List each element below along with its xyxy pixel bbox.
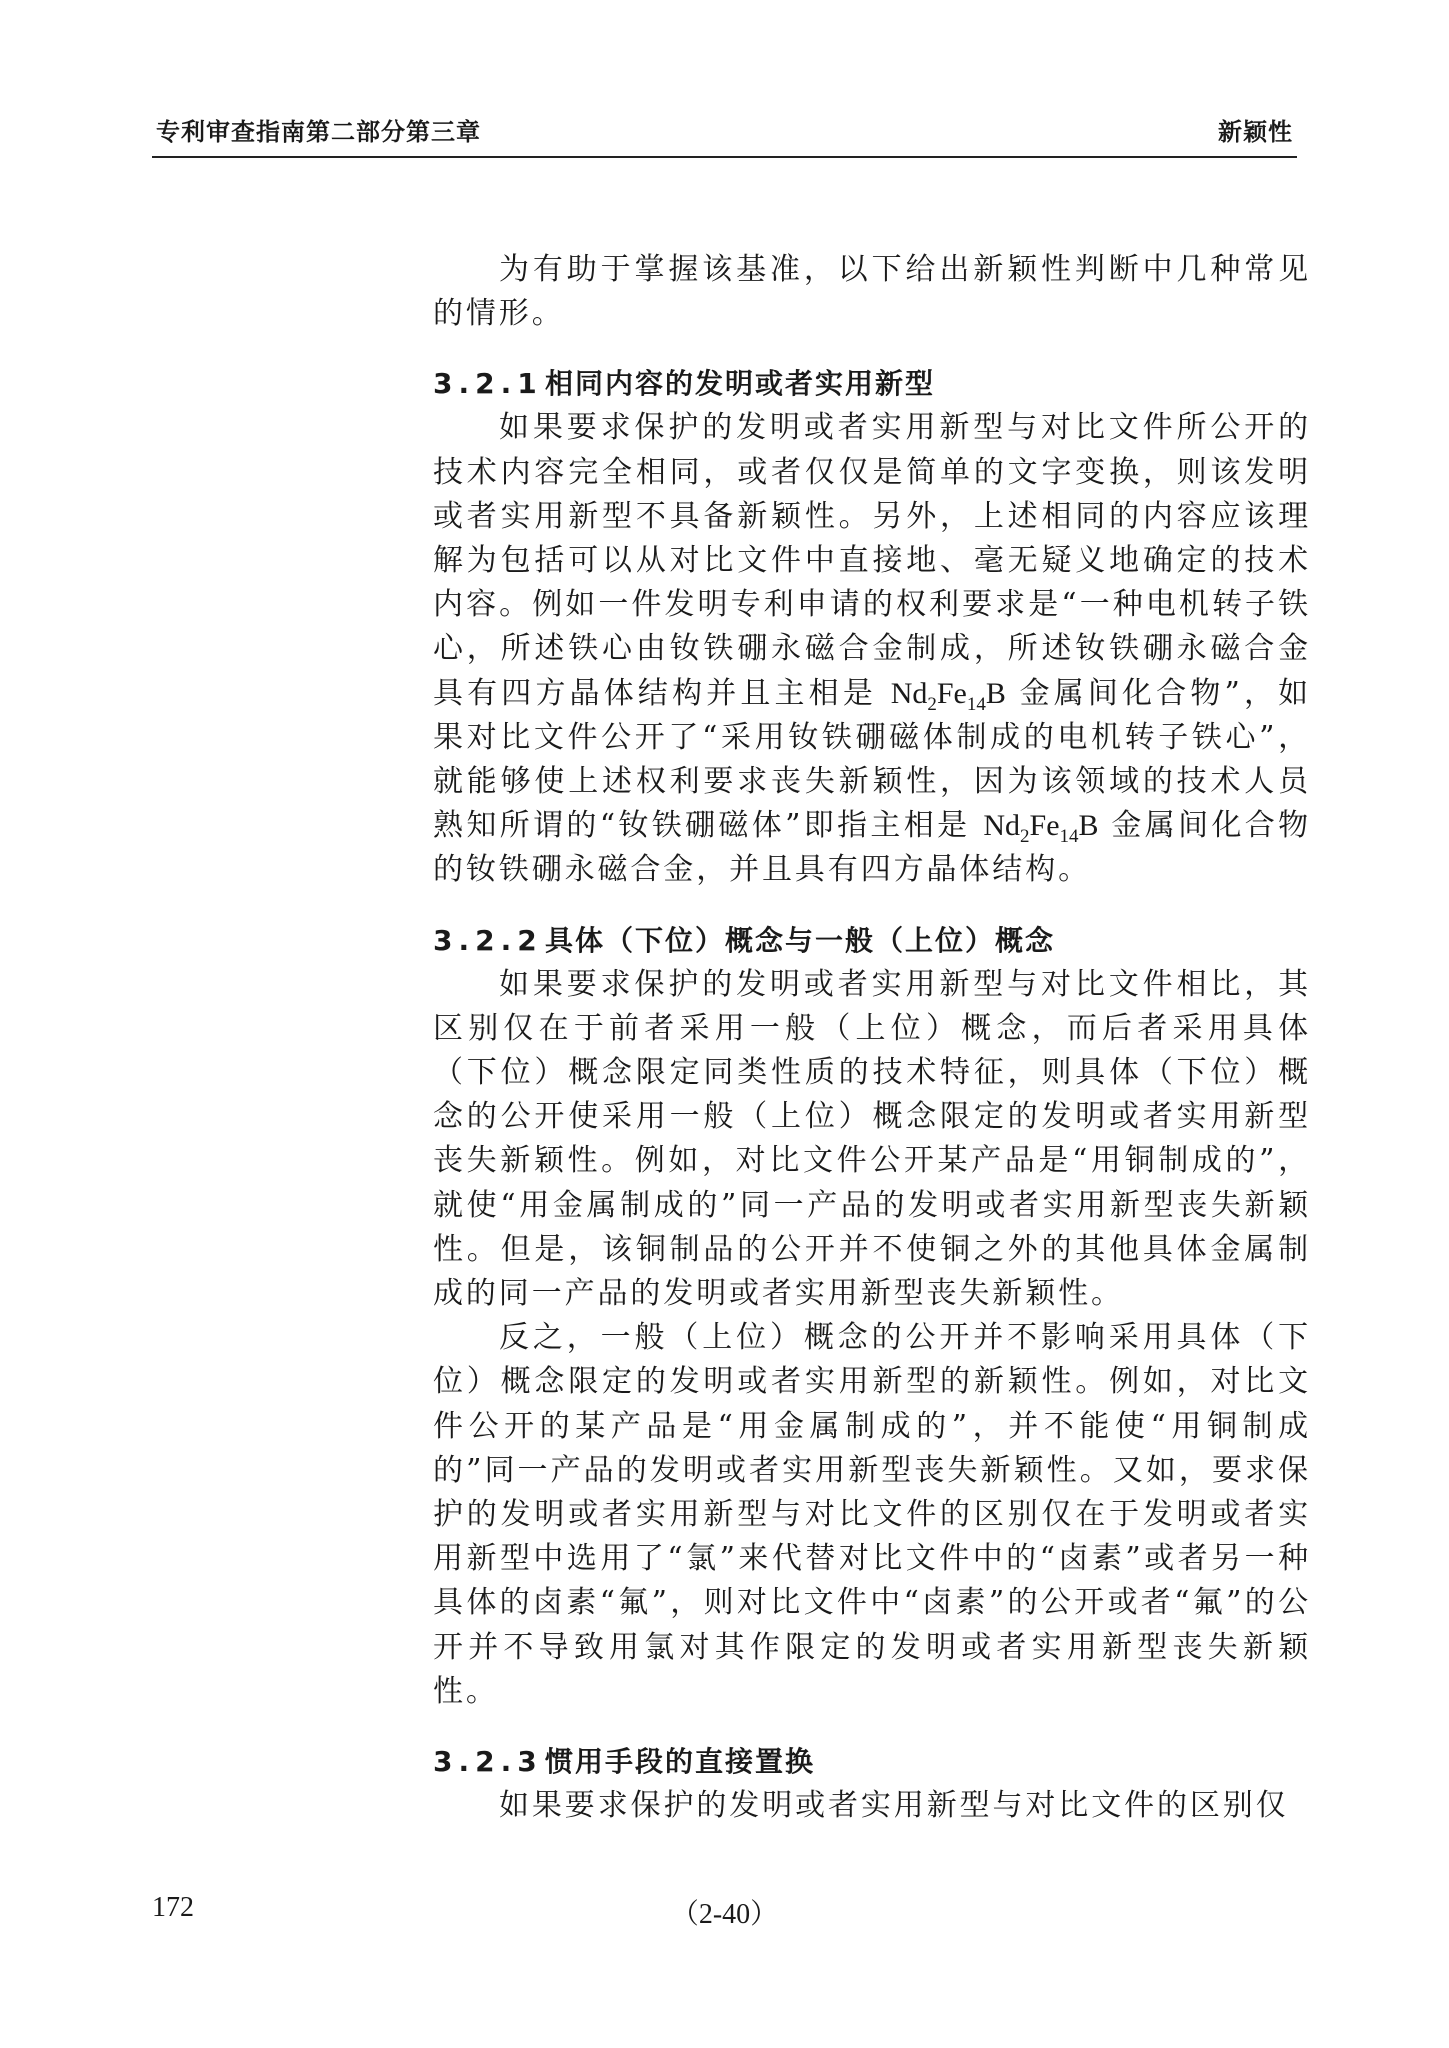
section-3-2-2-paragraph-1: 如果要求保护的发明或者实用新型与对比文件相比，其区别仅在于前者采用一般（上位）概念，而后者采用具体（下位）概念限定同类性质的技术特征，则具体（下位）概念的公开使采用一般（上位）概念限定的发明或者实用新型丧失新颖性。例如，对比文件公开某产品是“用铜制成的”，就使“用金属制成的”同一产品的发明或者实用新型丧失新颖性。但是，该铜制品的公开并不使铜之外的其他具体金属制成的同一产品的发明或者实用新型丧失新颖性。 [433, 966, 1311, 1312]
header-chapter-title: 专利审查指南第二部分第三章 [156, 118, 481, 146]
section-title: 惯用手段的直接置换 [545, 1745, 816, 1779]
header-topic: 新颖性 [1218, 118, 1293, 146]
section-number: 3.2.3 [433, 1745, 543, 1779]
paragraph-text: 金属间化合物的钕铁硼永磁合金，并且具有四方晶体结构。 [433, 808, 1312, 888]
section-title: 相同内容的发明或者实用新型 [545, 367, 936, 401]
page-body [433, 248, 1311, 1828]
section-3-2-2-paragraph-2: 反之，一般（上位）概念的公开并不影响采用具体（下位）概念限定的发明或者实用新型的新颖性。例如，对比文件公开的某产品是“用金属制成的”，并不能使“用铜制成的”同一产品的发明或者实用新型丧失新颖性。又如，要求保护的发明或者实用新型与对比文件的区别仅在于发明或者实用新型中选用了“氯”来代替对比文件中的“卤素”或者另一种具体的卤素“氟”，则对比文件中“卤素”的公开或者“氟”的公开并不导致用氯对其作限定的发明或者实用新型丧失新颖性。 [433, 1320, 1311, 1709]
section-page-number: （2-40） [670, 1899, 779, 1930]
section-title: 具体（下位）概念与一般（上位）概念 [545, 923, 1056, 957]
section-3-2-1-paragraph [433, 406, 1311, 892]
section-heading-3-2-1 [433, 362, 1311, 406]
section-number: 3.2.1 [433, 367, 543, 401]
section-heading-3-2-3 [433, 1740, 1311, 1784]
chemical-formula: $Nd_2Fe_{14}B$ [983, 809, 1099, 848]
page-footer [152, 1892, 1297, 1928]
intro-paragraph: 为有助于掌握该基准，以下给出新颖性判断中几种常见的情形。 [433, 252, 1311, 332]
running-header [152, 112, 1297, 158]
section-number: 3.2.2 [433, 923, 543, 957]
page-number: 172 [152, 1892, 194, 1923]
chemical-formula: $Nd_2Fe_{14}B$ [890, 676, 1006, 715]
section-3-2-3-paragraph: 如果要求保护的发明或者实用新型与对比文件的区别仅 [499, 1788, 1289, 1824]
paragraph-text: 如果要求保护的发明或者实用新型与对比文件所公开的技术内容完全相同，或者仅仅是简单的文字变换，则该发明或者实用新型不具备新颖性。另外，上述相同的内容应该理解为包括可以从对比文件中直接地、毫无疑义地确定的技术内容。例如一件发明专利申请的权利要求是“一种电机转子铁心，所述铁心由钕铁硼永磁合金制成，所述钕铁硼永磁合金具有四方晶体结构并且主相是 [433, 410, 1311, 711]
section-heading-3-2-2 [433, 919, 1311, 963]
paragraph-text: 金属间化合物”，如果对比文件公开了“采用钕铁硼磁体制成的电机转子铁心”，就能够使上述权利要求丧失新颖性，因为该领域的技术人员熟知所谓的“钕铁硼磁体”即指主相是 [433, 675, 1312, 844]
